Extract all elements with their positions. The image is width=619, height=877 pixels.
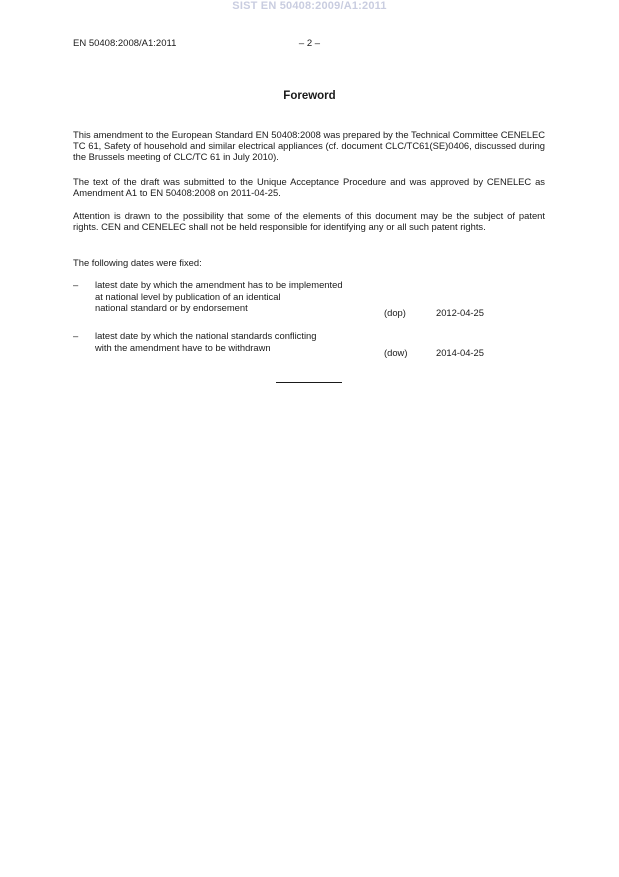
watermark: SIST EN 50408:2009/A1:2011: [232, 0, 387, 12]
date-value: 2014-04-25: [436, 347, 484, 358]
description-line: latest date by which the amendment has to be implemented: [95, 279, 343, 290]
document-id: EN 50408:2008/A1:2011: [73, 38, 177, 49]
description-line: latest date by which the national standards conflicting: [95, 330, 317, 341]
page-title: Foreword: [283, 90, 336, 102]
description-line: with the amendment have to be withdrawn: [95, 341, 271, 353]
date-item-description: [95, 279, 380, 314]
paragraph-approval: The text of the draft was submitted to the Unique Acceptance Procedure and was approved by CENELEC as Amendment A1 to EN 50408:2008 on 2011-04-25.: [73, 176, 545, 198]
description-line: national standard or by endorsement: [95, 302, 248, 313]
end-rule: [276, 382, 342, 383]
list-bullet: –: [73, 330, 79, 341]
paragraph-prepared-by: This amendment to the European Standard EN 50408:2008 was prepared by the Technical Committee CENELEC TC 61, Safety of household and similar electrical appliances (cf. document CLC/TC61(SE)0406, discussed during the Brussels meeting of CLC/TC 61 in July 2010).: [73, 129, 545, 162]
date-code: (dop): [384, 307, 406, 318]
description-line: at national level by publication of an identical: [95, 290, 281, 302]
date-code: (dow): [384, 347, 408, 358]
paragraph-patent-rights: Attention is drawn to the possibility that some of the elements of this document may be the subject of patent rights. CEN and CENELEC shall not be held responsible for identifying any or all such patent rights.: [73, 210, 545, 232]
paragraph-dates-intro: The following dates were fixed:: [73, 257, 202, 268]
date-value: 2012-04-25: [436, 307, 484, 318]
page-number: – 2 –: [298, 38, 321, 49]
list-bullet: –: [73, 279, 79, 290]
date-item-description: [95, 330, 380, 353]
